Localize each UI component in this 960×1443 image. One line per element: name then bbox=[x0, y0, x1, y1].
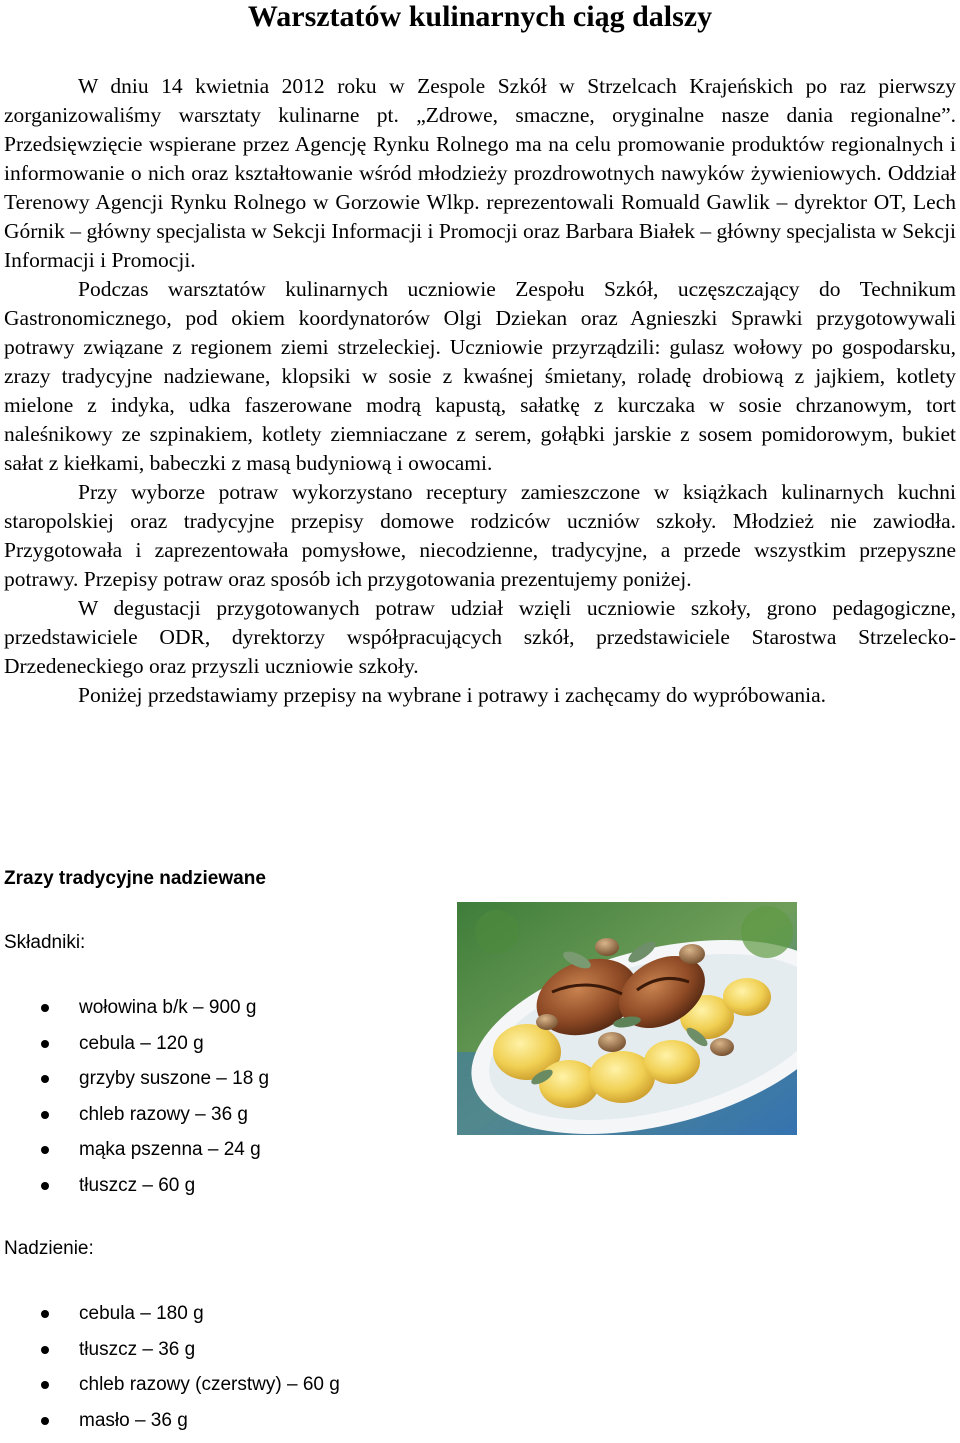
bullet-icon bbox=[41, 1182, 49, 1190]
dish-photo bbox=[457, 902, 797, 1135]
bullet-icon bbox=[41, 1310, 49, 1318]
ingredient-text: grzyby suszone – 18 g bbox=[79, 1068, 269, 1089]
paragraph-1: W dniu 14 kwietnia 2012 roku w Zespole Szkół w Strzelcach Krajeńskich po raz pierwszy zorganizowaliśmy warsztaty kulinarne pt. „Zdrowe, smaczne, oryginalne nasze dania regionalne”. Przedsięwzięcie wspierane przez Agencję Rynku Rolnego ma na celu promowanie produktów regionalnych i informowanie o nich oraz kształtowanie wśród młodzieży prozdrowotnych nawyków żywieniowych. Oddział Terenowy Agencji Rynku Rolnego w Gorzowie Wlkp. reprezentowali Romuald Gawlik – dyrektor OT, Lech Górnik – główny specjalista w Sekcji Informacji i Promocji oraz Barbara Białek – główny specjalista w Sekcji Informacji i Promocji. bbox=[4, 72, 956, 275]
bullet-icon bbox=[41, 1381, 49, 1389]
list-item bbox=[0, 1173, 440, 1209]
bullet-icon bbox=[41, 1040, 49, 1048]
paragraph-2: Podczas warsztatów kulinarnych uczniowie Zespołu Szkół, uczęszczający do Technikum Gastronomicznego, pod okiem koordynatorów Olgi Dziekan oraz Agnieszki Sprawki przygotowywali potrawy związane z regionem ziemi strzeleckiej. Uczniowie przyrządzili: gulasz wołowy po gospodarsku, zrazy tradycyjne nadziewane, klopsiki w sosie z kwaśnej śmietany, roladę drobiową z jajkiem, kotlety mielone z indyka, udka faszerowane modrą kapustą, sałatkę z kurczaka w sosie chrzanowym, tort naleśnikowy ze szpinakiem, kotlety ziemniaczane z serem, gołąbki jarskie z sosem pomidorowym, bukiet sałat z kiełkami, babeczki z masą budyniową i owocami. bbox=[4, 275, 956, 478]
list-item bbox=[0, 1337, 440, 1373]
ingredient-text: wołowina b/k – 900 g bbox=[79, 997, 256, 1018]
recipe-title: Zrazy tradycyjne nadziewane bbox=[4, 866, 266, 892]
filling-text: tłuszcz – 36 g bbox=[79, 1339, 195, 1360]
list-item bbox=[0, 1372, 440, 1408]
page-title: Warsztatów kulinarnych ciąg dalszy bbox=[0, 0, 960, 34]
filling-label: Nadzienie: bbox=[4, 1236, 94, 1262]
bullet-icon bbox=[41, 1346, 49, 1354]
list-item bbox=[0, 1066, 440, 1102]
list-item bbox=[0, 1031, 440, 1067]
bullet-icon bbox=[41, 1146, 49, 1154]
bullet-icon bbox=[41, 1004, 49, 1012]
filling-text: masło – 36 g bbox=[79, 1410, 188, 1431]
list-item bbox=[0, 1102, 440, 1138]
filling-text: chleb razowy (czerstwy) – 60 g bbox=[79, 1374, 340, 1395]
ingredient-text: chleb razowy – 36 g bbox=[79, 1104, 248, 1125]
paragraph-5: Poniżej przedstawiamy przepisy na wybrane i potrawy i zachęcamy do wypróbowania. bbox=[4, 681, 956, 710]
ingredient-text: mąka pszenna – 24 g bbox=[79, 1139, 261, 1160]
ingredient-text: tłuszcz – 60 g bbox=[79, 1175, 195, 1196]
list-item bbox=[0, 1408, 440, 1443]
bullet-icon bbox=[41, 1075, 49, 1083]
ingredients-list bbox=[0, 995, 440, 1208]
list-item bbox=[0, 1301, 440, 1337]
list-item bbox=[0, 995, 440, 1031]
filling-list bbox=[0, 1301, 440, 1443]
bullet-icon bbox=[41, 1111, 49, 1119]
filling-text: cebula – 180 g bbox=[79, 1303, 204, 1324]
article-body bbox=[4, 72, 956, 710]
list-item bbox=[0, 1137, 440, 1173]
paragraph-3: Przy wyborze potraw wykorzystano receptury zamieszczone w książkach kulinarnych kuchni staropolskiej oraz tradycyjne przepisy domowe rodziców uczniów szkoły. Młodzież nie zawiodła. Przygotowała i zaprezentowała pomysłowe, niecodzienne, tradycyjne, a przede wszystkim przepyszne potrawy. Przepisy potraw oraz sposób ich przygotowania prezentujemy poniżej. bbox=[4, 478, 956, 594]
ingredients-label: Składniki: bbox=[4, 930, 85, 956]
paragraph-4: W degustacji przygotowanych potraw udział wzięli uczniowie szkoły, grono pedagogiczne, przedstawiciele ODR, dyrektorzy współpracujących szkół, przedstawiciele Starostwa Strzelecko-Drzedeneckiego oraz przyszli uczniowie szkoły. bbox=[4, 594, 956, 681]
bullet-icon bbox=[41, 1417, 49, 1425]
ingredient-text: cebula – 120 g bbox=[79, 1033, 204, 1054]
dish-photo-illustration bbox=[457, 902, 797, 1135]
